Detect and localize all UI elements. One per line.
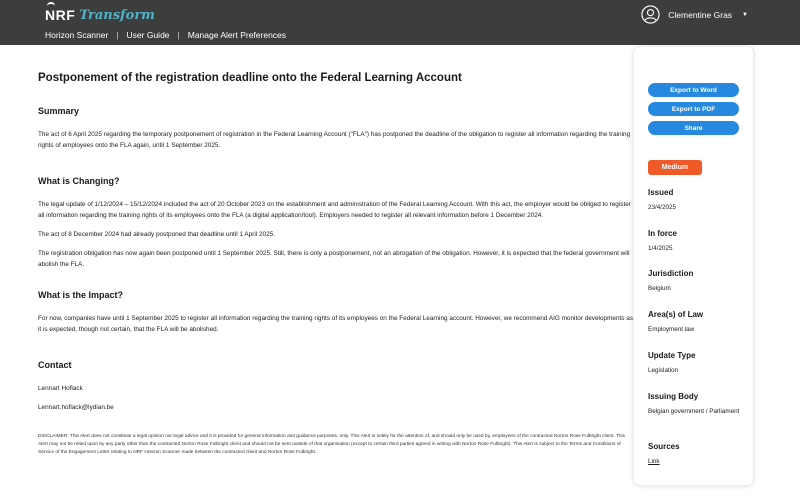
update-type-value: Legislation	[648, 367, 679, 374]
alert-sidebar	[634, 47, 753, 485]
changing-paragraph-2: The act of 8 December 2024 had already postponed that deadline until 1 April 2025.	[38, 231, 275, 238]
issuing-body-value: Belgian government / Parliament	[648, 408, 740, 415]
area-of-law-value: Employment law	[648, 326, 695, 333]
impact-section	[38, 290, 633, 335]
top-bar	[0, 0, 800, 45]
area-of-law-field	[648, 310, 748, 334]
sources-link[interactable]: Link	[648, 458, 660, 465]
export-pdf-button[interactable]: Export to PDF	[648, 102, 739, 116]
in-force-field	[648, 229, 748, 253]
nav-item-user-guide[interactable]: User Guide	[126, 30, 170, 40]
contact-section	[38, 360, 633, 413]
jurisdiction-field	[648, 269, 748, 293]
share-button[interactable]: Share	[648, 121, 739, 135]
nav-item-horizon-scanner[interactable]: Horizon Scanner	[45, 30, 109, 40]
main-nav	[45, 30, 286, 40]
contact-heading: Contact	[38, 360, 72, 370]
changing-paragraph-1: The legal update of 1/12/2024 – 15/12/2024 included the act of 20 October 2023 on the establishment and administration of the Federal Learning Account. With this act, the employer would be obliged to register all information regarding the training rights of its employees onto the FLA (a digital application/tool). Employers needed to register all relevant information before 1 December 2024.	[38, 201, 631, 219]
logo-secondary: Transform	[79, 8, 155, 23]
chevron-down-icon: ▼	[742, 11, 748, 18]
changing-heading: What is Changing?	[38, 176, 120, 186]
disclaimer: DISCLAIMER: This Alert does not constitute a legal opinion nor legal advice and it is provided for general information and guidance purposes, only. This Alert is solely for the attention of, and should only be used by, employees of the contracted Norton Rose Fulbright client. This Alert may not be relied upon by any party other than the contracted Norton Rose Fulbright client and should not be sent outside of that organisation (except to certain third parties agreed in writing with Norton Rose Fulbright). This Alert is subject to the Terms and Conditions of Service of the Engagement Letter relating to NRF Horizon Scanner made between the contracted client and Norton Rose Fulbright.	[38, 434, 625, 455]
app-logo[interactable]	[45, 4, 155, 23]
impact-text: For now, companies have until 1 September 2025 to register all information regarding the training rights of its employees on the Federal Learning account. However, we recommend AIG monitor developments as it is expected, though not certain, that the FLA will be abolished.	[38, 315, 634, 333]
export-word-button[interactable]: Export to Word	[648, 83, 739, 97]
article-content	[38, 72, 633, 457]
in-force-value: 1/4/2025	[648, 245, 673, 252]
user-menu[interactable]	[641, 5, 748, 24]
page-title: Postponement of the registration deadline onto the Federal Learning Account	[38, 72, 462, 84]
update-type-field	[648, 351, 748, 375]
severity-badge: Medium	[648, 160, 702, 175]
in-force-label: In force	[648, 229, 677, 238]
user-avatar-icon	[641, 5, 660, 24]
jurisdiction-label: Jurisdiction	[648, 269, 694, 278]
area-of-law-label: Area(s) of Law	[648, 310, 704, 319]
nav-separator: |	[116, 30, 119, 40]
sources-field	[648, 442, 748, 466]
issued-value: 23/4/2025	[648, 204, 677, 211]
logo-primary: NRF	[45, 4, 75, 23]
issued-field	[648, 188, 748, 212]
issued-label: Issued	[648, 188, 674, 197]
nav-item-manage-alert-preferences[interactable]: Manage Alert Preferences	[187, 30, 287, 40]
impact-heading: What is the Impact?	[38, 290, 124, 300]
summary-heading: Summary	[38, 106, 80, 116]
summary-text: The act of 6 April 2025 regarding the temporary postponement of registration in the Federal Learning Account ("FLA") has postponed the deadline of the obligation to register all information regarding the training rights of employees onto the FLA again, until 1 September 2025.	[38, 131, 631, 149]
changing-section	[38, 176, 633, 270]
summary-section	[38, 106, 633, 151]
issuing-body-field	[648, 392, 748, 416]
nav-separator: |	[177, 30, 180, 40]
changing-paragraph-3: The registration obligation has now again been postponed until 1 September 2025. Still, there is only a postponement, not an abrogation of the obligation. However, it is expected that the federal government will abolish the FLA.	[38, 250, 630, 268]
update-type-label: Update Type	[648, 351, 696, 360]
issuing-body-label: Issuing Body	[648, 392, 699, 401]
user-name: Clementine Gras	[668, 9, 733, 20]
sources-label: Sources	[648, 442, 680, 451]
contact-email[interactable]: Lennart.hoflack@lydian.be	[38, 404, 114, 411]
contact-name: Lennart Hoflack	[38, 385, 83, 392]
jurisdiction-value: Belgium	[648, 285, 671, 292]
